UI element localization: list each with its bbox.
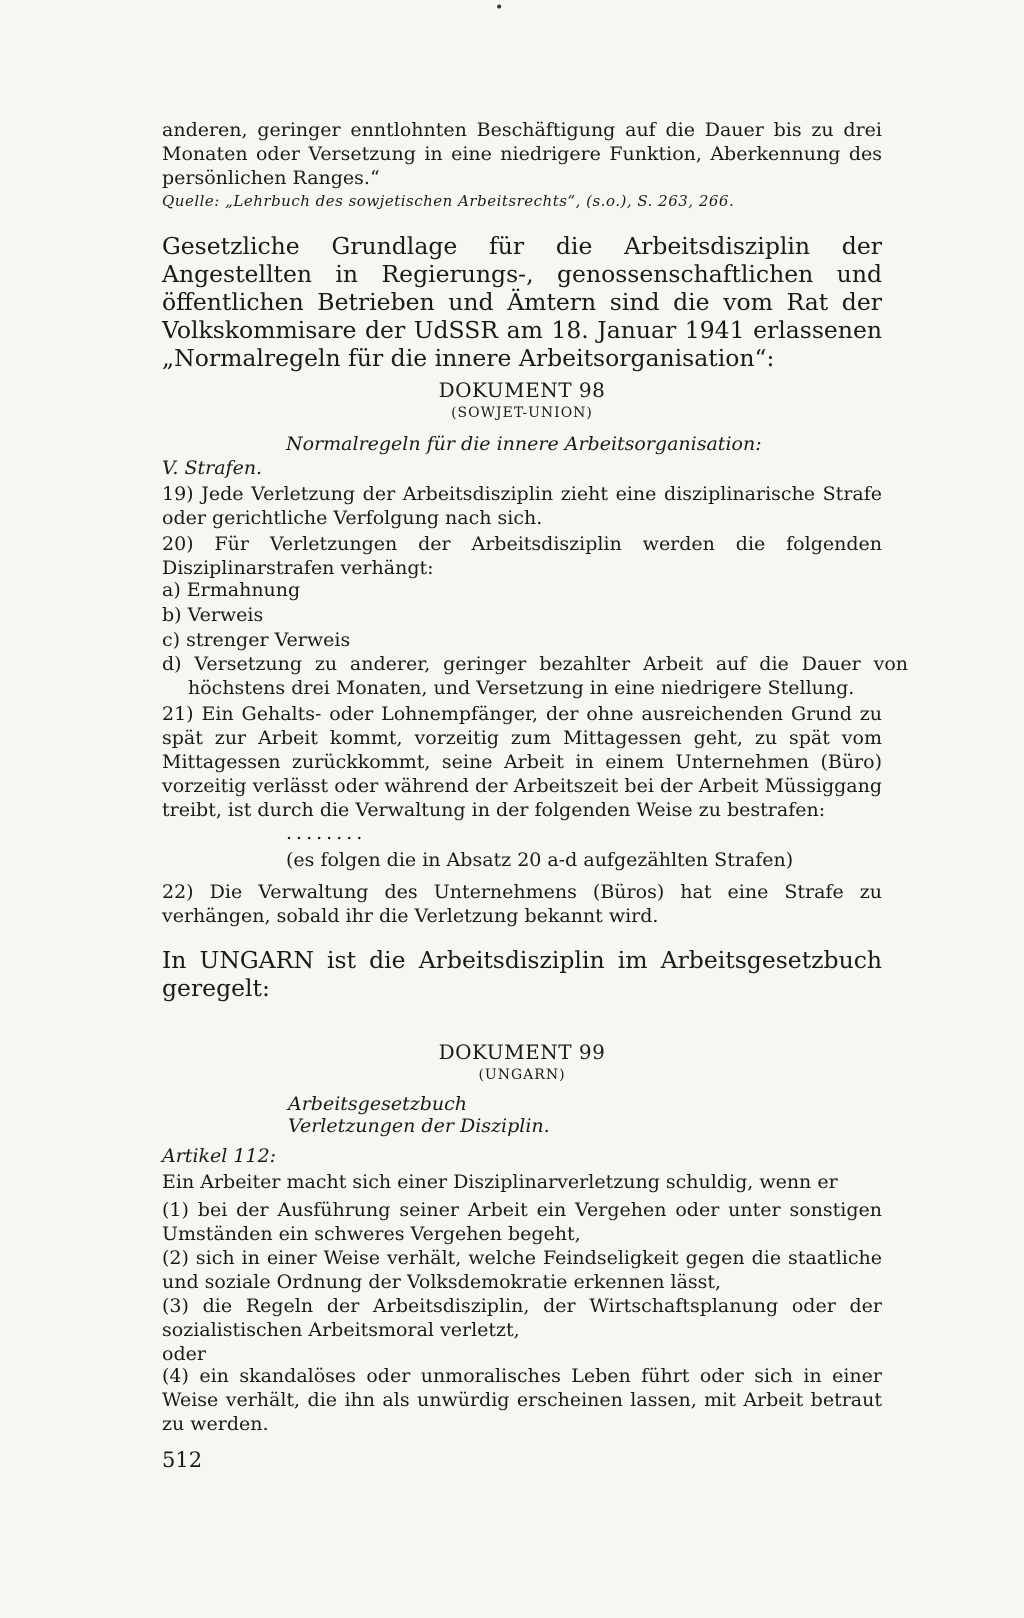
lead-paragraph-2: In UNGARN ist die Arbeitsdisziplin im Arbeitsgesetzbuch geregelt:	[162, 946, 882, 1002]
paragraph-22: 22) Die Verwaltung des Unternehmens (Büros) hat eine Strafe zu verhängen, sobald ihr die Verletzung bekannt wird.	[162, 881, 882, 927]
penalty-b: b) Verweis	[162, 604, 264, 626]
article-item-2: (2) sich in einer Weise verhält, welche Feindseligkeit gegen die staatliche und soziale Ordnung der Volksdemokratie erkennen lässt,	[162, 1247, 882, 1293]
penalty-d: d) Versetzung zu anderer, geringer bezahlter Arbeit auf die Dauer von höchstens drei Monaten, und Versetzung in eine niedrigere Stellung.	[162, 653, 908, 699]
penalty-c: c) strenger Verweis	[162, 629, 351, 651]
lead-paragraph-1: Gesetzliche Grundlage für die Arbeitsdisziplin der Angestellten in Regierungs-, genossenschaftlichen und öffentlichen Betrieben und Ämtern sind die vom Rat der Volkskommisare der UdSSR am 18. Januar 1941 erlassenen „Normalregeln für die innere Arbeitsorganisation“:	[162, 232, 882, 372]
article-or: oder	[162, 1343, 206, 1365]
document-99-title: DOKUMENT 99	[438, 1040, 606, 1064]
paragraph-21: 21) Ein Gehalts- oder Lohnempfänger, der ohne ausreichenden Grund zu spät zur Arbeit kommt, vorzeitig zum Mittagessen geht, zu spät vom Mittagessen zurückkommt, seine Arbeit in einem Unternehmen (Büro) vorzeitig verlässt oder während der Arbeitszeit bei der Arbeit Müssiggang treibt, ist durch die Verwaltung in der folgenden Weise zu bestrafen:	[162, 703, 882, 821]
paragraph-19: 19) Jede Verletzung der Arbeitsdisziplin zieht eine disziplinarische Strafe oder gerichtliche Verfolgung nach sich.	[162, 483, 882, 529]
article-intro: Ein Arbeiter macht sich einer Disziplinarverletzung schuldig, wenn er	[162, 1171, 838, 1193]
omission-note: (es folgen die in Absatz 20 a-d aufgezählten Strafen)	[286, 849, 794, 871]
penalty-a: a) Ermahnung	[162, 579, 301, 601]
ellipsis: ........	[286, 822, 367, 844]
document-99-country: (UNGARN)	[478, 1067, 566, 1083]
document-98-title: DOKUMENT 98	[438, 378, 606, 402]
intro-paragraph: anderen, geringer enntlohnten Beschäftigung auf die Dauer bis zu drei Monaten oder Versetzung in eine niedrigere Funktion, Aberkennung des persönlichen Ranges.“	[162, 119, 882, 189]
document-98-subtitle: Normalregeln für die innere Arbeitsorganisation:	[286, 433, 762, 455]
page-number: 512	[162, 1448, 203, 1472]
article-heading: Artikel 112:	[162, 1145, 277, 1167]
document-99-subtitle-2: Verletzungen der Disziplin.	[288, 1115, 550, 1137]
document-98-country: (SOWJET-UNION)	[451, 405, 593, 421]
article-item-3: (3) die Regeln der Arbeitsdisziplin, der Wirtschaftsplanung oder der sozialistischen Arbeitsmoral verletzt,	[162, 1295, 882, 1341]
paragraph-20: 20) Für Verletzungen der Arbeitsdisziplin werden die folgenden Disziplinarstrafen verhängt:	[162, 533, 882, 579]
source-note: Quelle: „Lehrbuch des sowjetischen Arbeitsrechts“, (s.o.), S. 263, 266.	[162, 192, 735, 210]
article-item-1: (1) bei der Ausführung seiner Arbeit ein Vergehen oder unter sonstigen Umständen ein schweres Vergehen begeht,	[162, 1199, 882, 1245]
document-99-subtitle-1: Arbeitsgesetzbuch	[288, 1093, 467, 1115]
top-mark: •	[495, 0, 504, 16]
article-item-4: (4) ein skandalöses oder unmoralisches Leben führt oder sich in einer Weise verhält, die ihn als unwürdig erscheinen lassen, mit Arbeit betraut zu werden.	[162, 1365, 882, 1435]
document-98-section: V. Strafen.	[162, 457, 263, 479]
